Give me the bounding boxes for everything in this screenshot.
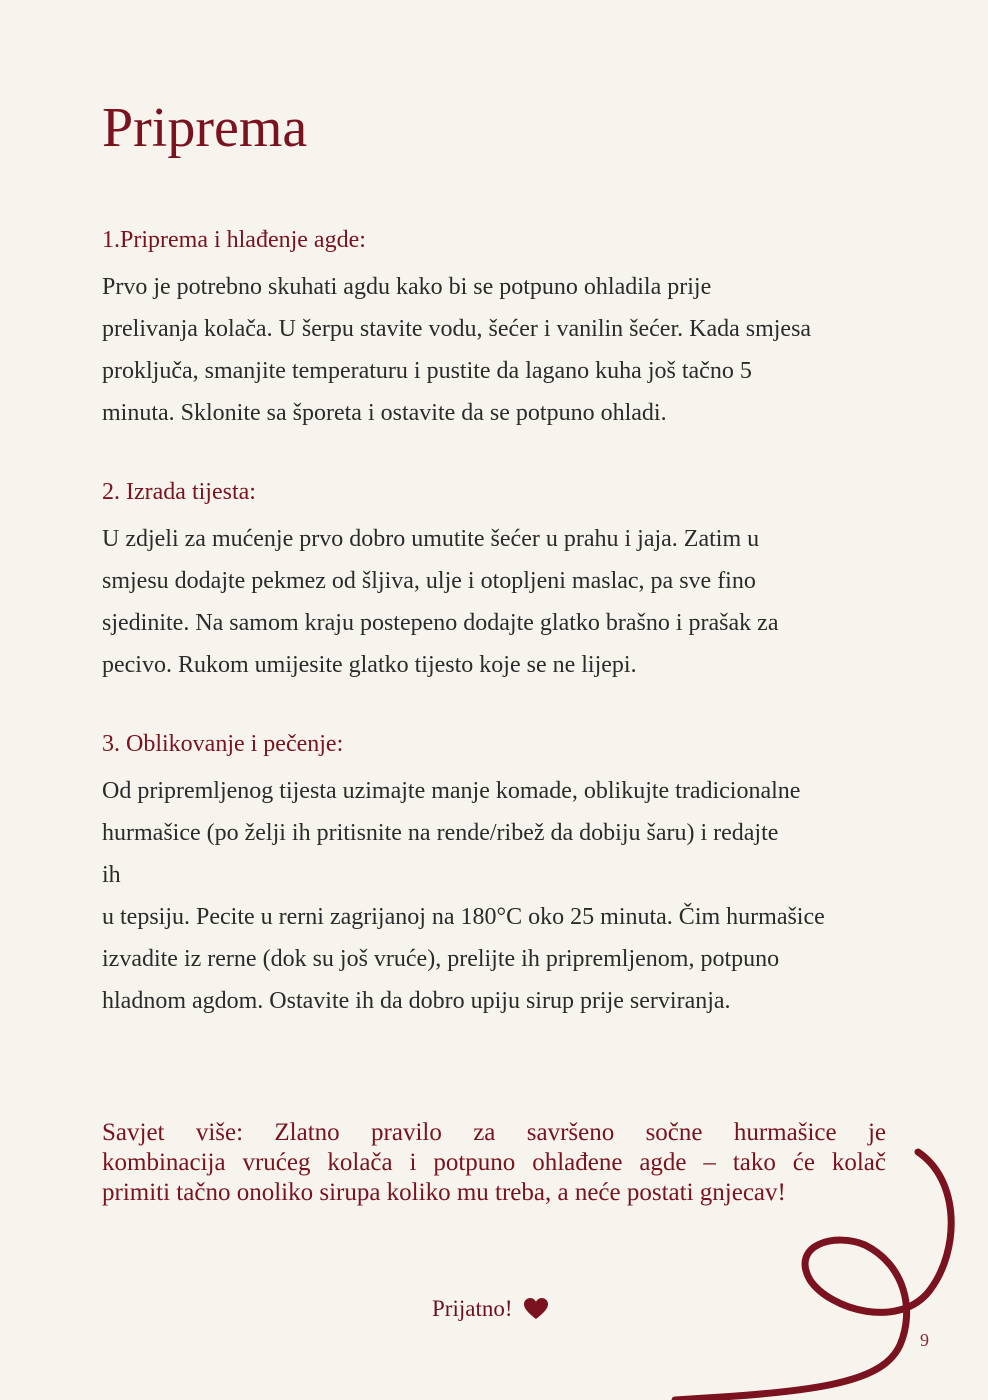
step-body-line: izvadite iz rerne (dok su još vruće), prelijte ih pripremljenom, potpuno [102,946,780,972]
step-body-line: proključa, smanjite temperaturu i pustite da lagano kuha još tačno 5 [102,358,752,384]
step-body [102,770,902,1022]
step-body-line: Prvo je potrebno skuhati agdu kako bi se potpuno ohladila prije [102,274,712,300]
step-1 [102,226,902,434]
heart-icon [523,1297,549,1321]
step-body-line: prelivanja kolača. U šerpu stavite vodu, šećer i vanilin šećer. Kada smjesa [102,316,812,342]
closing-message [432,1296,549,1322]
step-2 [102,478,902,686]
step-body [102,266,902,434]
step-heading: 3. Oblikovanje i pečenje: [102,731,344,757]
tip-paragraph [102,1118,886,1208]
closing-text: Prijatno! [432,1296,513,1321]
step-body-line: hurmašice (po želji ih pritisnite na rende/ribež da dobiju šaru) i redajte [102,820,779,846]
page-title: Priprema [102,97,308,159]
step-body-line: pecivo. Rukom umijesite glatko tijesto koje se ne lijepi. [102,652,637,678]
tip-line: kombinacija vrućeg kolača i potpuno ohlađene agde – tako će kolač [102,1149,886,1176]
step-body-line: Od pripremljenog tijesta uzimajte manje komade, oblikujte tradicionalne [102,778,801,804]
step-3 [102,730,902,1022]
step-body-line: sjedinite. Na samom kraju postepeno dodajte glatko brašno i prašak za [102,610,779,636]
step-heading: 1.Priprema i hlađenje agde: [102,227,366,253]
step-body-line: smjesu dodajte pekmez od šljiva, ulje i otopljeni maslac, pa sve fino [102,568,756,594]
step-body [102,518,902,686]
step-body-line: minuta. Sklonite sa šporeta i ostavite da se potpuno ohladi. [102,400,667,426]
page-number: 9 [920,1330,929,1350]
step-body-line: ih [102,862,121,888]
tip-line: primiti tačno onoliko sirupa koliko mu treba, a neće postati gnjecav! [102,1179,786,1206]
step-body-line: hladnom agdom. Ostavite ih da dobro upiju sirup prije serviranja. [102,988,731,1014]
step-body-line: u tepsiju. Pecite u rerni zagrijanoj na 180°C oko 25 minuta. Čim hurmašice [102,904,825,930]
step-body-line: U zdjeli za mućenje prvo dobro umutite šećer u prahu i jaja. Zatim u [102,526,760,552]
tip-line: Savjet više: Zlatno pravilo za savršeno sočne hurmašice je [102,1119,886,1146]
step-heading: 2. Izrada tijesta: [102,479,256,505]
